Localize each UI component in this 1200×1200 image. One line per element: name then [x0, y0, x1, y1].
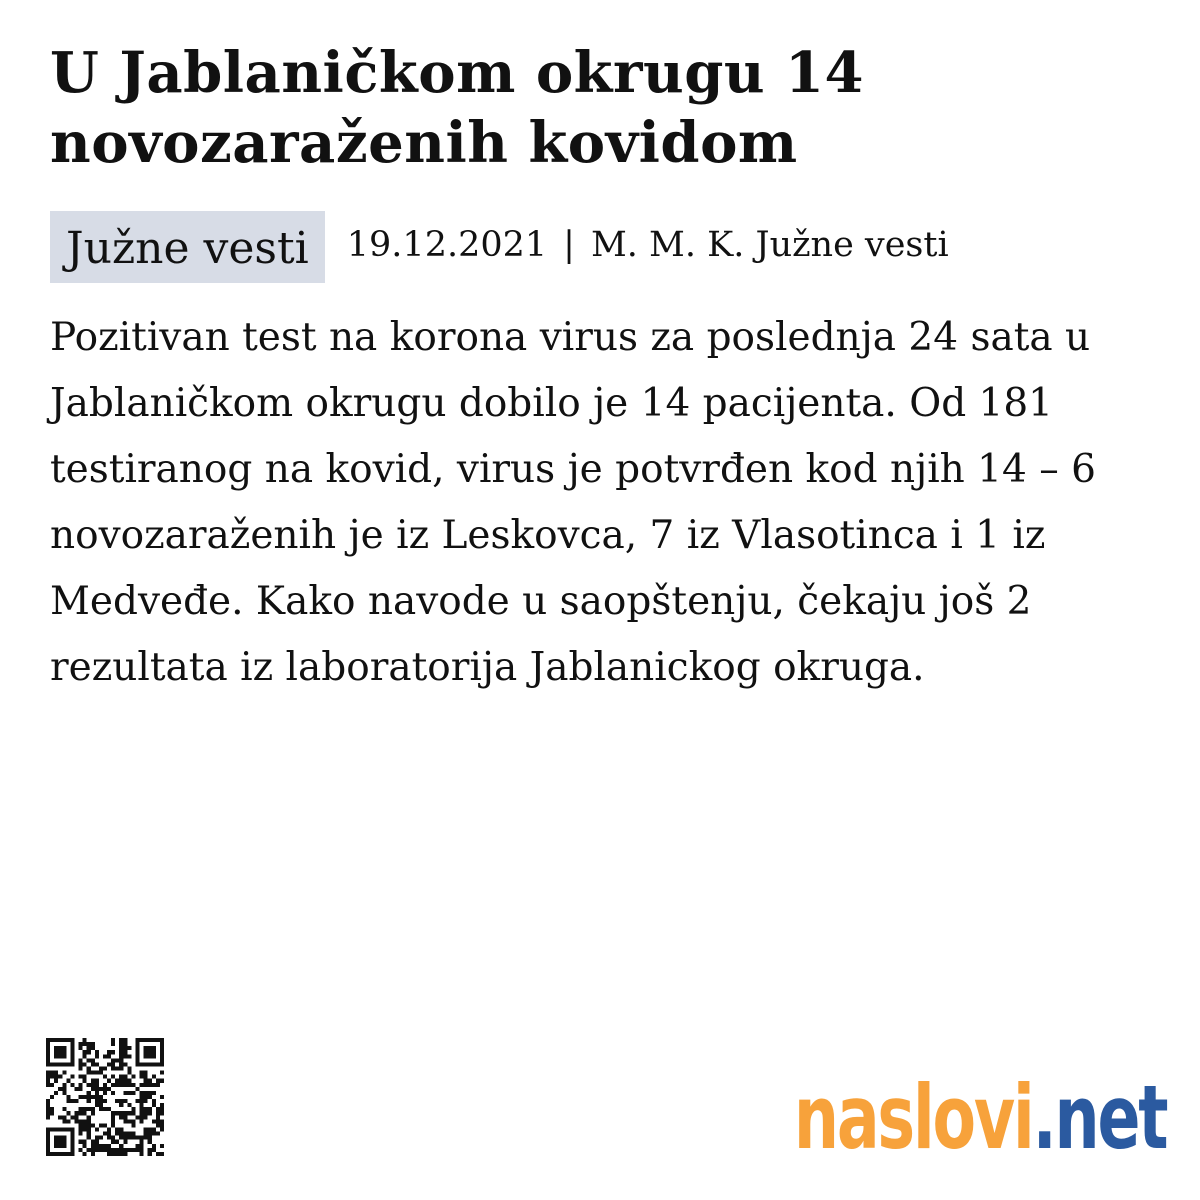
logo-text-net: .net	[1032, 1066, 1166, 1169]
article-body: Pozitivan test na korona virus za poslednja 24 sata u Jablaničkom okrugu dobilo je 14 pacijenta. Od 181 testiranog na kovid, virus je potvrđen kod njih 14 – 6 novozaraženih je iz Leskovca, 7 iz Vlasotinca i 1 iz Medveđe. Kako navode u saopštenju, čekaju još 2 rezultata iz laboratorija Jablanickog okruga.	[50, 315, 1096, 690]
source-badge[interactable]: Južne vesti	[50, 211, 325, 283]
logo-text-naslovi: naslovi	[793, 1066, 1033, 1169]
meta-info	[347, 211, 949, 265]
article-date: 19.12.2021	[346, 225, 548, 265]
qr-code-icon[interactable]	[46, 1038, 164, 1156]
meta-separator: |	[563, 225, 575, 265]
naslovi-logo[interactable]	[793, 1056, 1166, 1168]
article-meta	[50, 211, 949, 283]
article-title: U Jablaničkom okrugu 14 novozaraženih kovidom	[50, 40, 864, 176]
article-byline: M. M. K. Južne vesti	[590, 225, 949, 265]
